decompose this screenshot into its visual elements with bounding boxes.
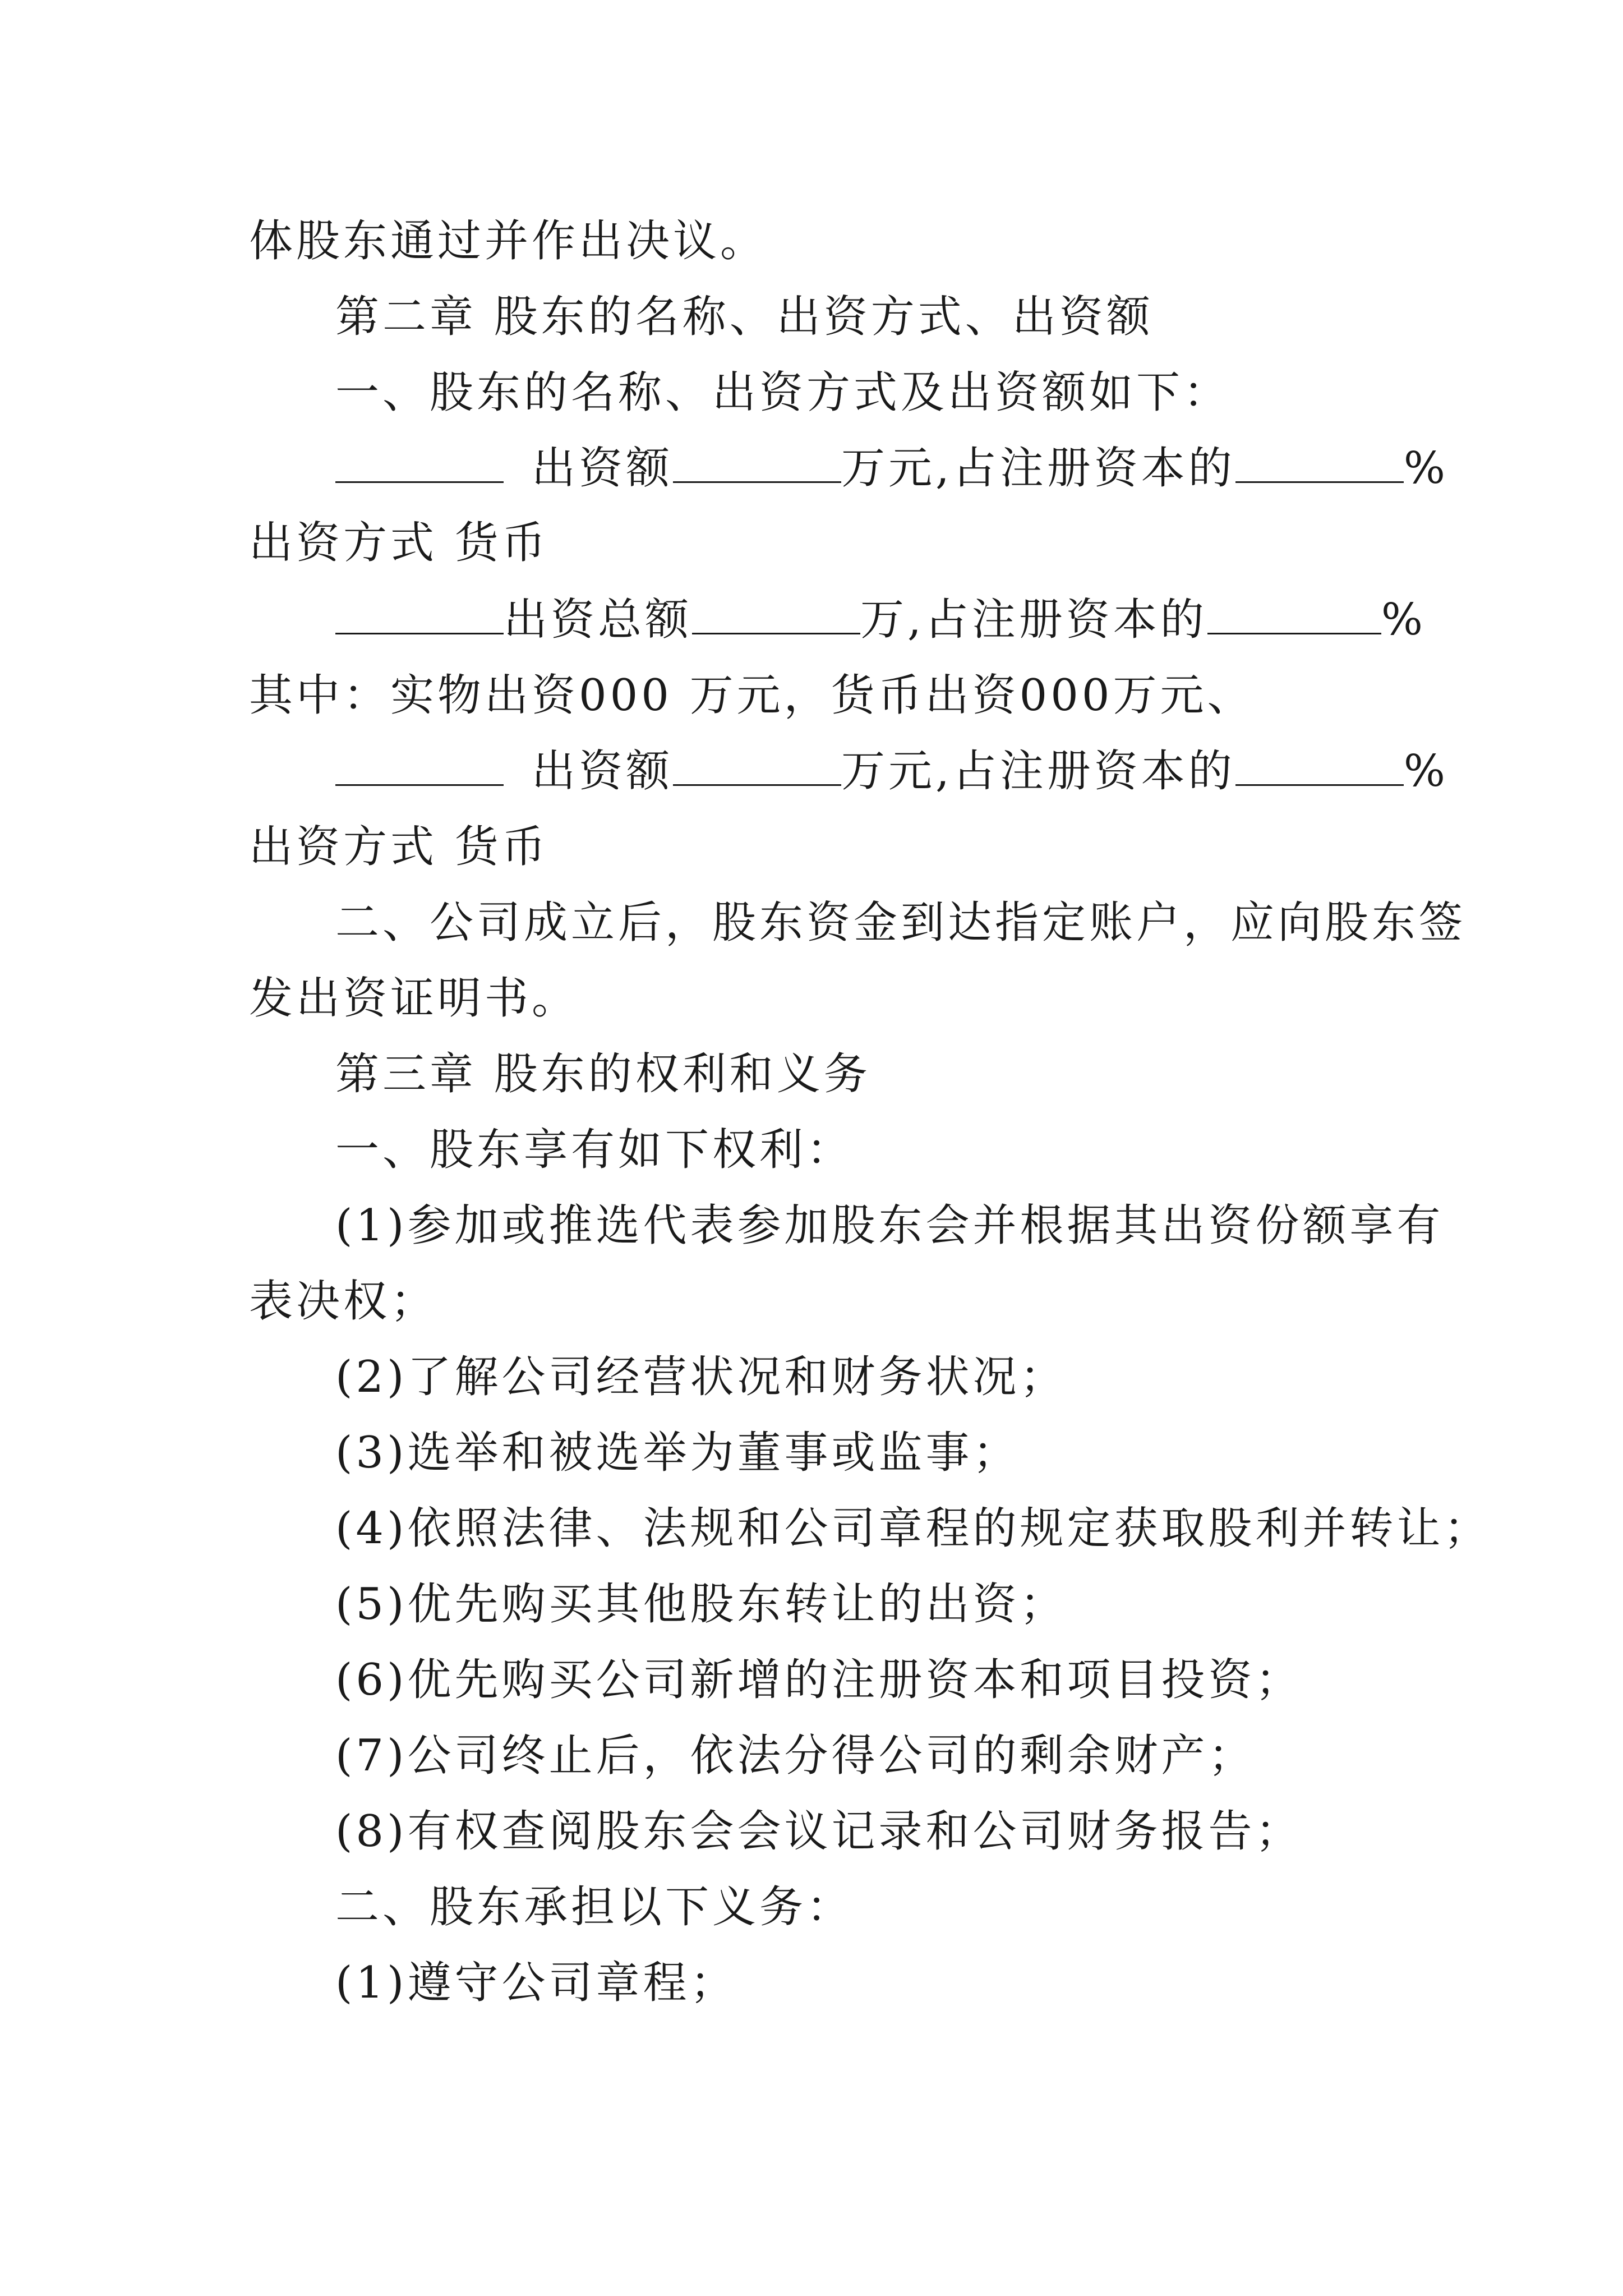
contribution-row [335, 440, 1449, 496]
paragraph-line: 发出资证明书。 [249, 973, 579, 1024]
total-name-blank [335, 593, 504, 634]
section-heading: 一、股东享有如下权利： [335, 1125, 854, 1175]
contribution-row [335, 743, 1449, 799]
shareholder-name-blank [335, 442, 504, 483]
list-item: (1)参加或推选代表参加股东会并根据其出资份额享有 [335, 1200, 1444, 1251]
list-item: (3)选举和被选举为董事或监事； [335, 1428, 1020, 1478]
amount-blank [673, 745, 841, 786]
percent-sign: % [1403, 746, 1449, 797]
ratio-blank [1235, 442, 1404, 483]
list-item: (6)优先购买公司新增的注册资本和项目投资； [335, 1655, 1303, 1705]
contribution-total-row [335, 592, 1426, 648]
list-item: (2)了解公司经营状况和财务状况； [335, 1352, 1067, 1402]
percent-sign: % [1403, 443, 1449, 494]
list-item: (5)优先购买其他股东转让的出资； [335, 1579, 1067, 1630]
label-ratio: 万,占注册资本的 [860, 595, 1207, 645]
paragraph-line: 二、公司成立后，股东资金到达指定账户，应向股东签 [335, 898, 1467, 948]
list-item: (1)遵守公司章程； [335, 1958, 737, 2008]
paragraph-line: 出资方式 货币 [249, 822, 549, 872]
total-amount-blank [692, 593, 860, 634]
label-ratio: 万元,占注册资本的 [841, 746, 1235, 797]
total-ratio-blank [1207, 593, 1381, 634]
amount-blank [673, 442, 841, 483]
paragraph-line: 表决权； [249, 1276, 438, 1327]
paragraph-line: 体股东通过并作出决议。 [249, 216, 768, 266]
list-item: (4)依照法律、法规和公司章程的规定获取股利并转让； [335, 1503, 1491, 1554]
label-ratio: 万元,占注册资本的 [841, 443, 1235, 494]
chapter-heading: 第三章 股东的权利和义务 [335, 1049, 871, 1099]
shareholder-name-blank [335, 745, 504, 786]
percent-sign: % [1381, 595, 1426, 645]
label-amount: 出资额 [532, 746, 674, 797]
chapter-heading: 第二章 股东的名称、出资方式、出资额 [335, 292, 1154, 342]
list-item: (7)公司终止后，依法分得公司的剩余财产； [335, 1731, 1256, 1781]
label-total: 出资总额 [504, 595, 693, 645]
paragraph-line: 出资方式 货币 [249, 518, 549, 568]
section-heading: 二、股东承担以下义务： [335, 1882, 854, 1932]
ratio-blank [1235, 745, 1404, 786]
section-heading: 一、股东的名称、出资方式及出资额如下： [335, 367, 1231, 418]
list-item: (8)有权查阅股东会会议记录和公司财务报告； [335, 1806, 1303, 1857]
label-amount: 出资额 [532, 443, 674, 494]
paragraph-line: 其中：实物出资000 万元，货币出资000万元、 [249, 670, 1255, 721]
